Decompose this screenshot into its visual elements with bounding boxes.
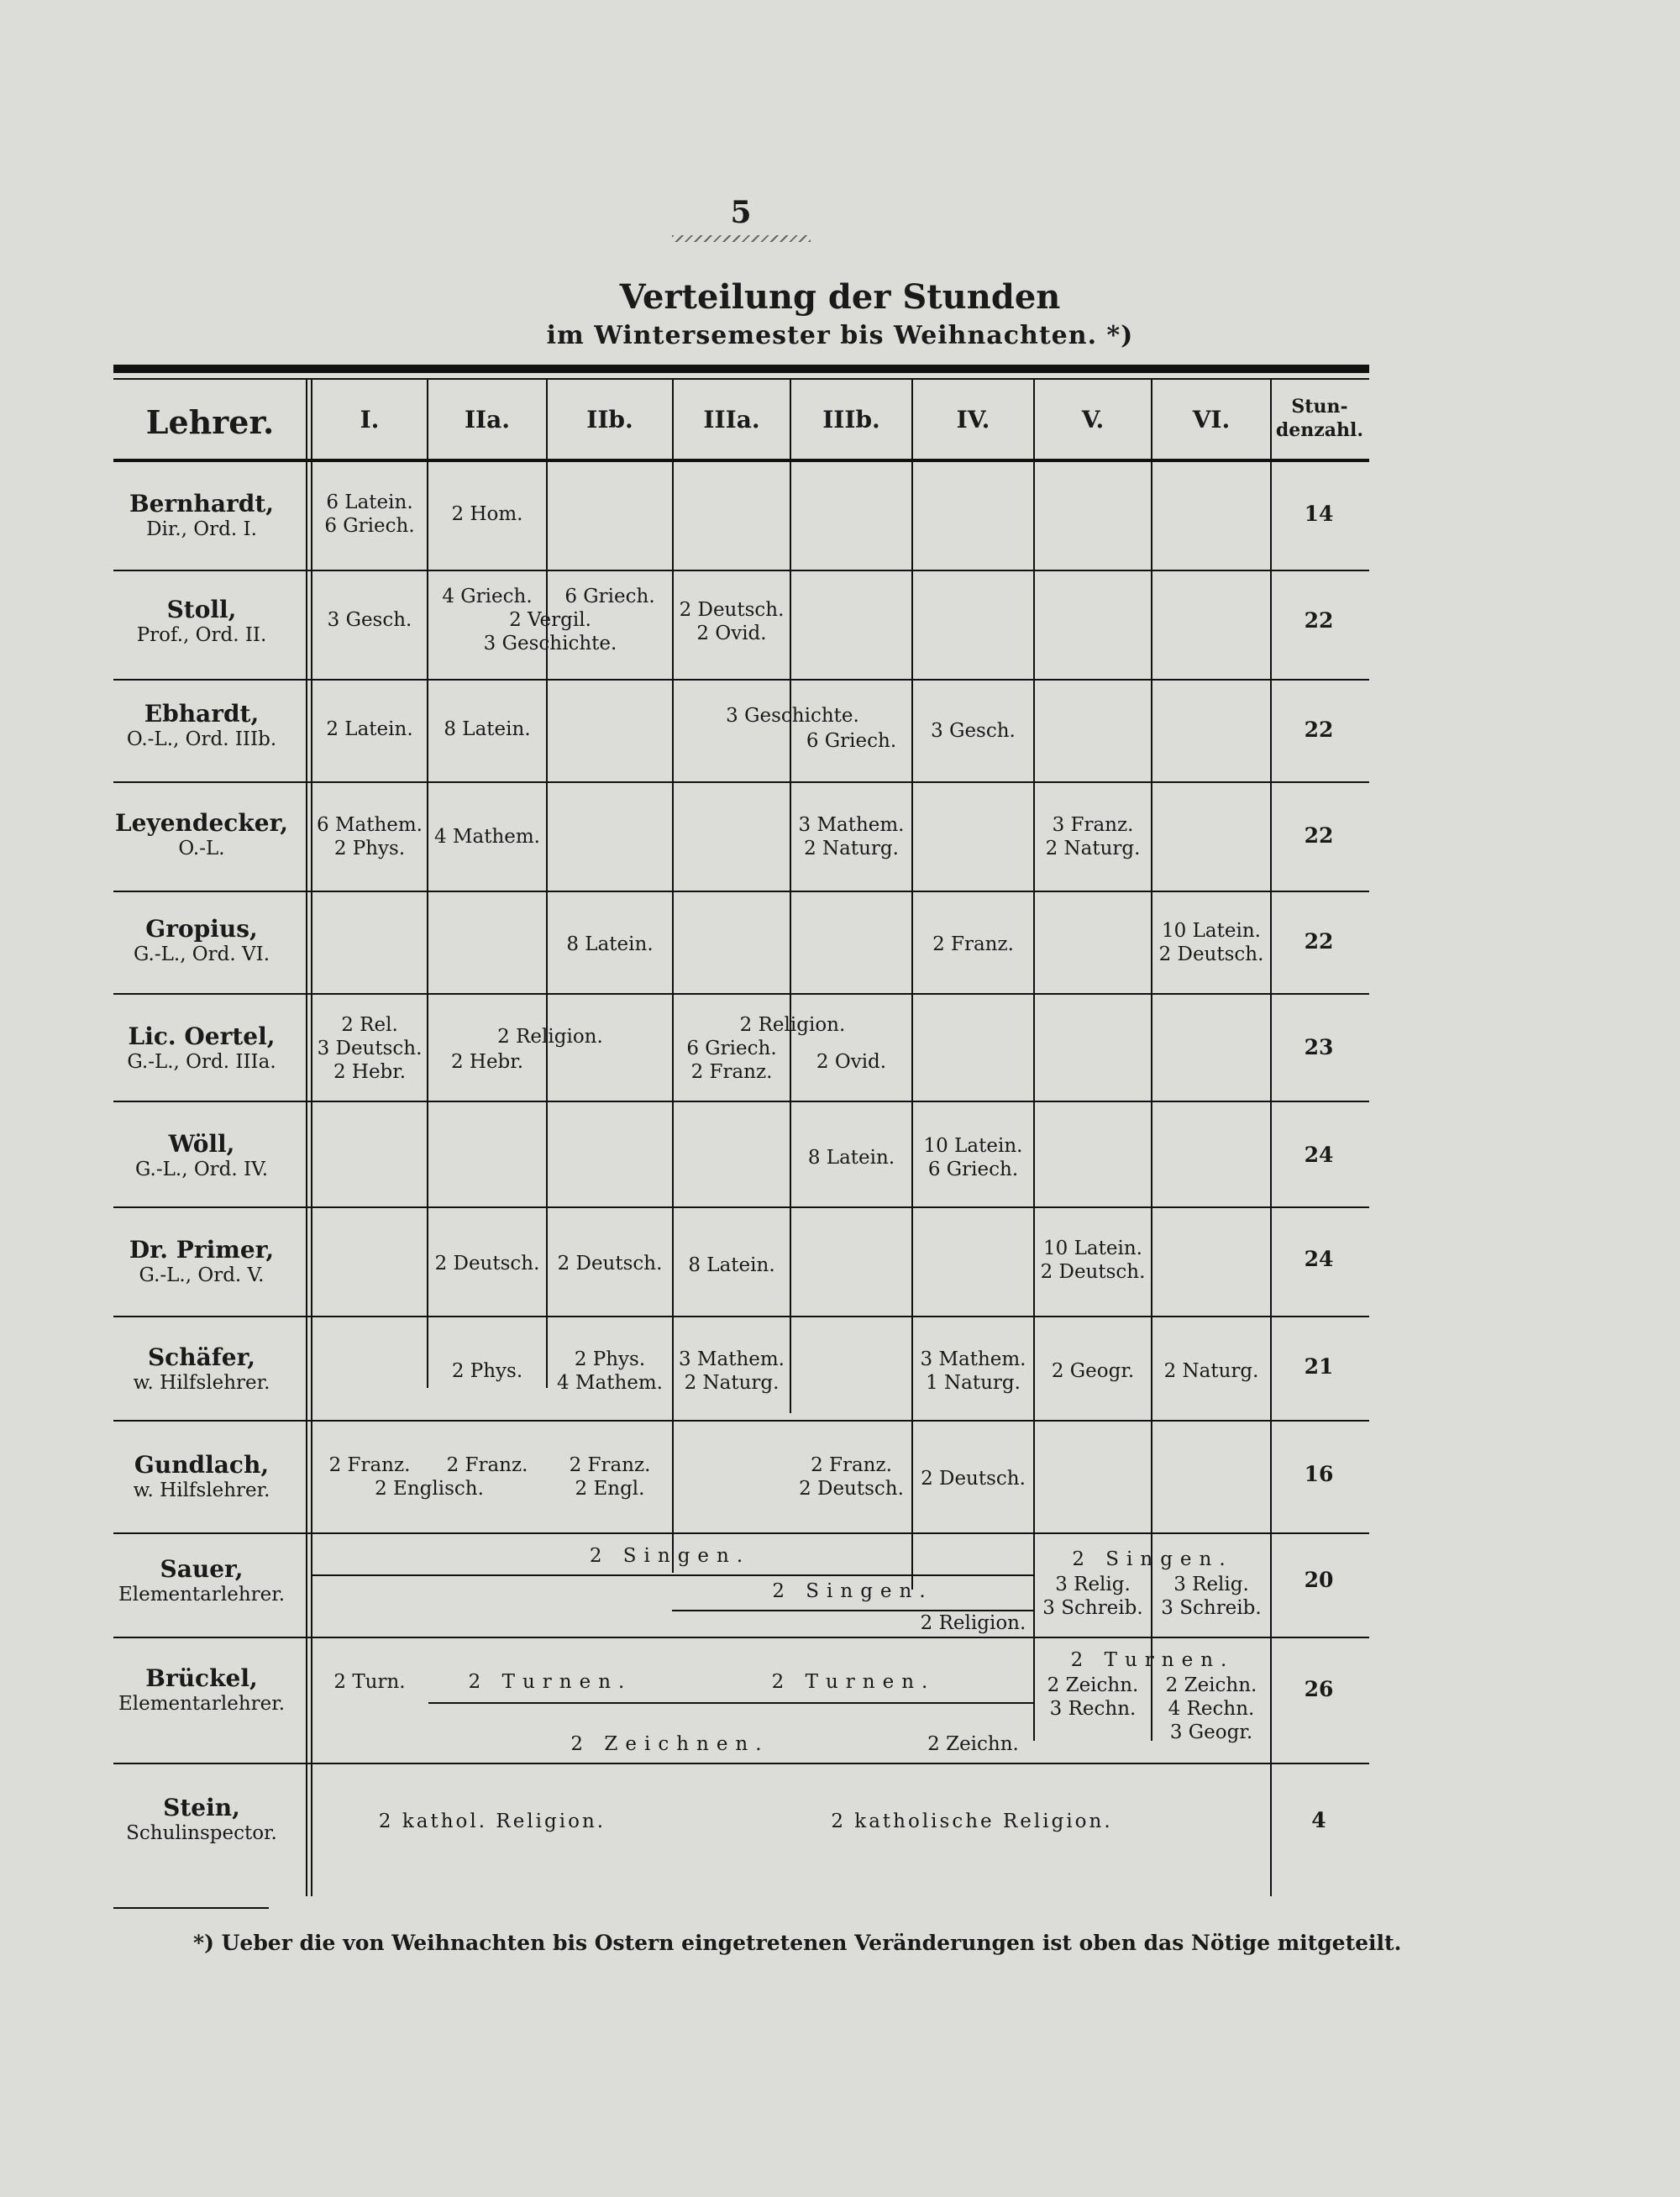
teacher-sauer [109, 1556, 294, 1606]
schedule-cell: 3 Geschichte. [483, 633, 617, 654]
teacher-brueckel [109, 1665, 294, 1716]
schedule-cell: 6 Mathem. [317, 814, 423, 836]
teacher-name: Stein, [163, 1794, 240, 1821]
schedule-cell: 2 Religion. [920, 1612, 1026, 1634]
schedule-cell: 6 Griech. [324, 515, 415, 537]
teacher-bernhardt [109, 491, 294, 541]
schedule-cell: 6 Griech. [806, 730, 897, 752]
schedule-cell: 10 Latein. [923, 1135, 1023, 1157]
row-total: 21 [1304, 1354, 1334, 1379]
teacher-role: Elementarlehrer. [118, 1693, 286, 1715]
header-total: Stun-denzahl. [1275, 396, 1364, 441]
teacher-name: Gundlach, [134, 1451, 270, 1479]
teacher-role: G.-L., Ord. V. [139, 1264, 265, 1286]
column-divider [790, 380, 791, 1413]
schedule-cell: 2 Deutsch. [1158, 943, 1264, 965]
header-class-IIIb: IIIb. [822, 406, 880, 434]
schedule-cell: 2 Naturg. [804, 838, 899, 859]
schedule-cell: 2 Singen. [772, 1580, 933, 1602]
schedule-cell: 2 Phys. [451, 1360, 523, 1382]
schedule-cell: 2 Franz. [328, 1454, 411, 1476]
teacher-leyendecker [109, 810, 294, 860]
schedule-cell: 2 Turnen. [1070, 1649, 1235, 1671]
teacher-primer [109, 1237, 294, 1287]
schedule-cell: 2 Deutsch. [921, 1468, 1026, 1490]
teacher-role: O.-L., Ord. IIIb. [126, 728, 277, 750]
schedule-cell: 2 Deutsch. [434, 1253, 540, 1275]
inner-rule [428, 1702, 1033, 1704]
teacher-schaefer [109, 1344, 294, 1395]
teacher-role: w. Hilfslehrer. [133, 1480, 270, 1501]
column-divider [1033, 380, 1035, 1741]
schedule-cell: 2 Phys. [574, 1348, 646, 1370]
schedule-cell: 2 katholische Religion. [831, 1811, 1113, 1832]
row-divider [113, 1532, 1369, 1534]
schedule-cell: 10 Latein. [1162, 920, 1261, 942]
schedule-cell: 3 Rechn. [1049, 1698, 1137, 1720]
top-thick-rule [113, 365, 1369, 373]
teacher-stein [109, 1795, 294, 1845]
teacher-ebhardt [109, 701, 294, 751]
teacher-role: Prof., Ord. II. [136, 624, 267, 646]
footnote: *) Ueber die von Weihnachten bis Ostern eingetretenen Veränderungen ist oben das Nötige mitgeteilt. [193, 1931, 1402, 1955]
row-divider [113, 679, 1369, 681]
row-divider [113, 781, 1369, 783]
schedule-cell: 8 Latein. [688, 1254, 775, 1276]
schedule-cell: 3 Mathem. [920, 1348, 1026, 1370]
schedule-cell: 3 Mathem. [798, 814, 905, 836]
schedule-cell: 2 Rel. [341, 1014, 398, 1036]
column-divider [1270, 380, 1272, 1896]
schedule-cell: 4 Mathem. [557, 1372, 663, 1394]
document-title: Verteilung der Stunden [619, 277, 1061, 317]
schedule-cell: 3 Deutsch. [317, 1038, 423, 1059]
header-class-IIIa: IIIa. [703, 406, 760, 434]
row-total: 20 [1304, 1568, 1334, 1592]
row-total: 24 [1304, 1247, 1334, 1271]
schedule-cell: 6 Griech. [927, 1159, 1019, 1180]
schedule-cell: 3 Gesch. [931, 720, 1016, 742]
schedule-cell: 4 Rechn. [1168, 1698, 1255, 1720]
schedule-cell: 2 Franz. [690, 1061, 773, 1083]
row-total: 24 [1304, 1143, 1334, 1167]
row-divider [113, 993, 1369, 995]
teacher-name: Lic. Oertel, [128, 1022, 276, 1050]
schedule-cell: 10 Latein. [1043, 1238, 1142, 1259]
row-total: 22 [1304, 608, 1334, 633]
schedule-cell: 2 Turn. [333, 1671, 406, 1693]
schedule-cell: 2 Engl. [575, 1478, 645, 1500]
teacher-name: Wöll, [168, 1130, 235, 1158]
schedule-cell: 6 Griech. [686, 1038, 777, 1059]
teacher-name: Brückel, [145, 1664, 258, 1692]
schedule-cell: 2 Franz. [446, 1454, 528, 1476]
teacher-role: Schulinspector. [126, 1822, 277, 1844]
teacher-name: Bernhardt, [129, 490, 275, 518]
schedule-cell: 2 Vergil. [509, 609, 591, 631]
schedule-cell: 6 Latein. [326, 491, 413, 513]
schedule-cell: 2 Hom. [451, 503, 523, 525]
schedule-cell: 8 Latein. [444, 718, 531, 740]
schedule-cell: 3 Relig. [1173, 1574, 1249, 1595]
schedule-cell: 2 Turnen. [468, 1671, 633, 1693]
column-divider [427, 380, 428, 1388]
row-total: 22 [1304, 929, 1334, 954]
schedule-cell: 1 Naturg. [926, 1372, 1021, 1394]
row-total: 14 [1304, 502, 1334, 526]
row-total: 22 [1304, 717, 1334, 742]
schedule-cell: 2 kathol. Religion. [378, 1811, 606, 1832]
row-total: 26 [1304, 1677, 1334, 1701]
schedule-cell: 6 Griech. [564, 586, 655, 607]
header-teacher: Lehrer. [145, 403, 275, 441]
schedule-cell: 2 Geogr. [1051, 1360, 1135, 1382]
row-divider [113, 1637, 1369, 1638]
teacher-role: w. Hilfslehrer. [133, 1372, 270, 1394]
schedule-cell: 3 Geogr. [1169, 1721, 1253, 1743]
schedule-cell: 8 Latein. [566, 933, 654, 955]
header-class-V: V. [1081, 406, 1105, 434]
column-divider [546, 380, 548, 1388]
schedule-cell: 4 Griech. [442, 586, 533, 607]
header-class-VI: VI. [1192, 406, 1231, 434]
header-class-IV: IV. [956, 406, 990, 434]
schedule-cell: 2 Latein. [326, 718, 413, 740]
teacher-name: Leyendecker, [114, 809, 289, 837]
schedule-cell: 2 Deutsch. [799, 1478, 904, 1500]
row-divider [113, 570, 1369, 571]
column-divider [306, 380, 307, 1896]
row-divider [113, 1206, 1369, 1208]
header-class-IIa: IIa. [464, 406, 511, 434]
header-class-I: I. [360, 406, 380, 434]
schedule-cell: 2 Hebr. [333, 1061, 407, 1083]
schedule-cell: 2 Naturg. [684, 1372, 780, 1394]
teacher-role: Elementarlehrer. [118, 1584, 286, 1606]
teacher-name: Dr. Primer, [129, 1236, 275, 1264]
teacher-name: Ebhardt, [144, 700, 260, 728]
schedule-cell: 2 Turnen. [771, 1671, 936, 1693]
row-divider [113, 1763, 1369, 1764]
schedule-cell: 3 Geschichte. [726, 705, 859, 727]
row-total: 16 [1304, 1462, 1334, 1486]
schedule-cell: 2 Naturg. [1045, 838, 1141, 859]
schedule-cell: 2 Franz. [569, 1454, 651, 1476]
page-number: 5 [730, 195, 752, 230]
schedule-cell: 2 Zeichn. [1047, 1674, 1139, 1696]
column-divider [911, 380, 913, 1590]
teacher-name: Gropius, [145, 915, 258, 943]
schedule-cell: 2 Ovid. [696, 623, 767, 644]
row-total: 22 [1304, 823, 1334, 848]
schedule-cell: 2 Deutsch. [679, 599, 785, 621]
teacher-role: G.-L., Ord. IIIa. [127, 1051, 276, 1073]
teacher-oertel [109, 1023, 294, 1074]
schedule-cell: 3 Gesch. [327, 609, 412, 631]
schedule-cell: 2 Zeichnen. [570, 1733, 769, 1755]
row-divider [113, 891, 1369, 892]
teacher-gropius [109, 916, 294, 966]
teacher-role: Dir., Ord. I. [146, 518, 257, 540]
schedule-cell: 3 Schreib. [1042, 1597, 1143, 1619]
teacher-name: Sauer, [160, 1555, 244, 1583]
schedule-cell: 2 Hebr. [450, 1051, 524, 1073]
schedule-cell: 2 Phys. [333, 838, 406, 859]
bottom-short-rule [113, 1907, 269, 1909]
schedule-cell: 2 Singen. [589, 1545, 751, 1567]
teacher-stoll [109, 597, 294, 647]
schedule-cell: 2 Franz. [811, 1454, 892, 1476]
teacher-name: Schäfer, [147, 1343, 256, 1371]
top-thin-rule [113, 378, 1369, 380]
schedule-cell: 2 Englisch. [375, 1478, 484, 1500]
teacher-name: Stoll, [166, 596, 237, 623]
schedule-cell: 2 Singen. [1072, 1548, 1233, 1570]
schedule-cell: 3 Mathem. [679, 1348, 785, 1370]
schedule-cell: 8 Latein. [807, 1147, 895, 1169]
row-divider [113, 1420, 1369, 1422]
schedule-cell: 4 Mathem. [434, 826, 540, 848]
schedule-cell: 3 Franz. [1052, 814, 1134, 836]
schedule-cell: 2 Ovid. [816, 1051, 887, 1073]
schedule-cell: 3 Schreib. [1161, 1597, 1262, 1619]
header-class-IIb: IIb. [586, 406, 633, 434]
schedule-cell: 3 Relig. [1055, 1574, 1131, 1595]
schedule-cell: 2 Zeichn. [1165, 1674, 1257, 1696]
row-divider [113, 1316, 1369, 1317]
schedule-cell: 2 Deutsch. [557, 1253, 663, 1275]
row-total: 23 [1304, 1035, 1334, 1059]
column-divider [311, 380, 312, 1896]
document-subtitle: im Wintersemester bis Weihnachten. *) [546, 321, 1134, 350]
teacher-role: G.-L., Ord. IV. [134, 1159, 269, 1180]
schedule-cell: 2 Religion. [497, 1026, 603, 1048]
page-number-ornament [672, 235, 811, 242]
schedule-cell: 2 Deutsch. [1040, 1261, 1146, 1283]
schedule-cell: 2 Naturg. [1163, 1360, 1259, 1382]
schedule-cell: 2 Franz. [932, 933, 1014, 955]
schedule-cell: 2 Zeichn. [927, 1733, 1019, 1755]
teacher-role: O.-L. [178, 838, 225, 859]
teacher-role: G.-L., Ord. VI. [133, 943, 270, 965]
schedule-cell: 2 Religion. [739, 1014, 846, 1036]
column-divider [1151, 380, 1152, 1741]
inner-rule [311, 1574, 1033, 1576]
teacher-woell [109, 1131, 294, 1181]
row-divider [113, 1101, 1369, 1102]
row-total: 4 [1311, 1808, 1326, 1832]
header-bottom-rule [113, 459, 1369, 462]
teacher-gundlach [109, 1452, 294, 1502]
